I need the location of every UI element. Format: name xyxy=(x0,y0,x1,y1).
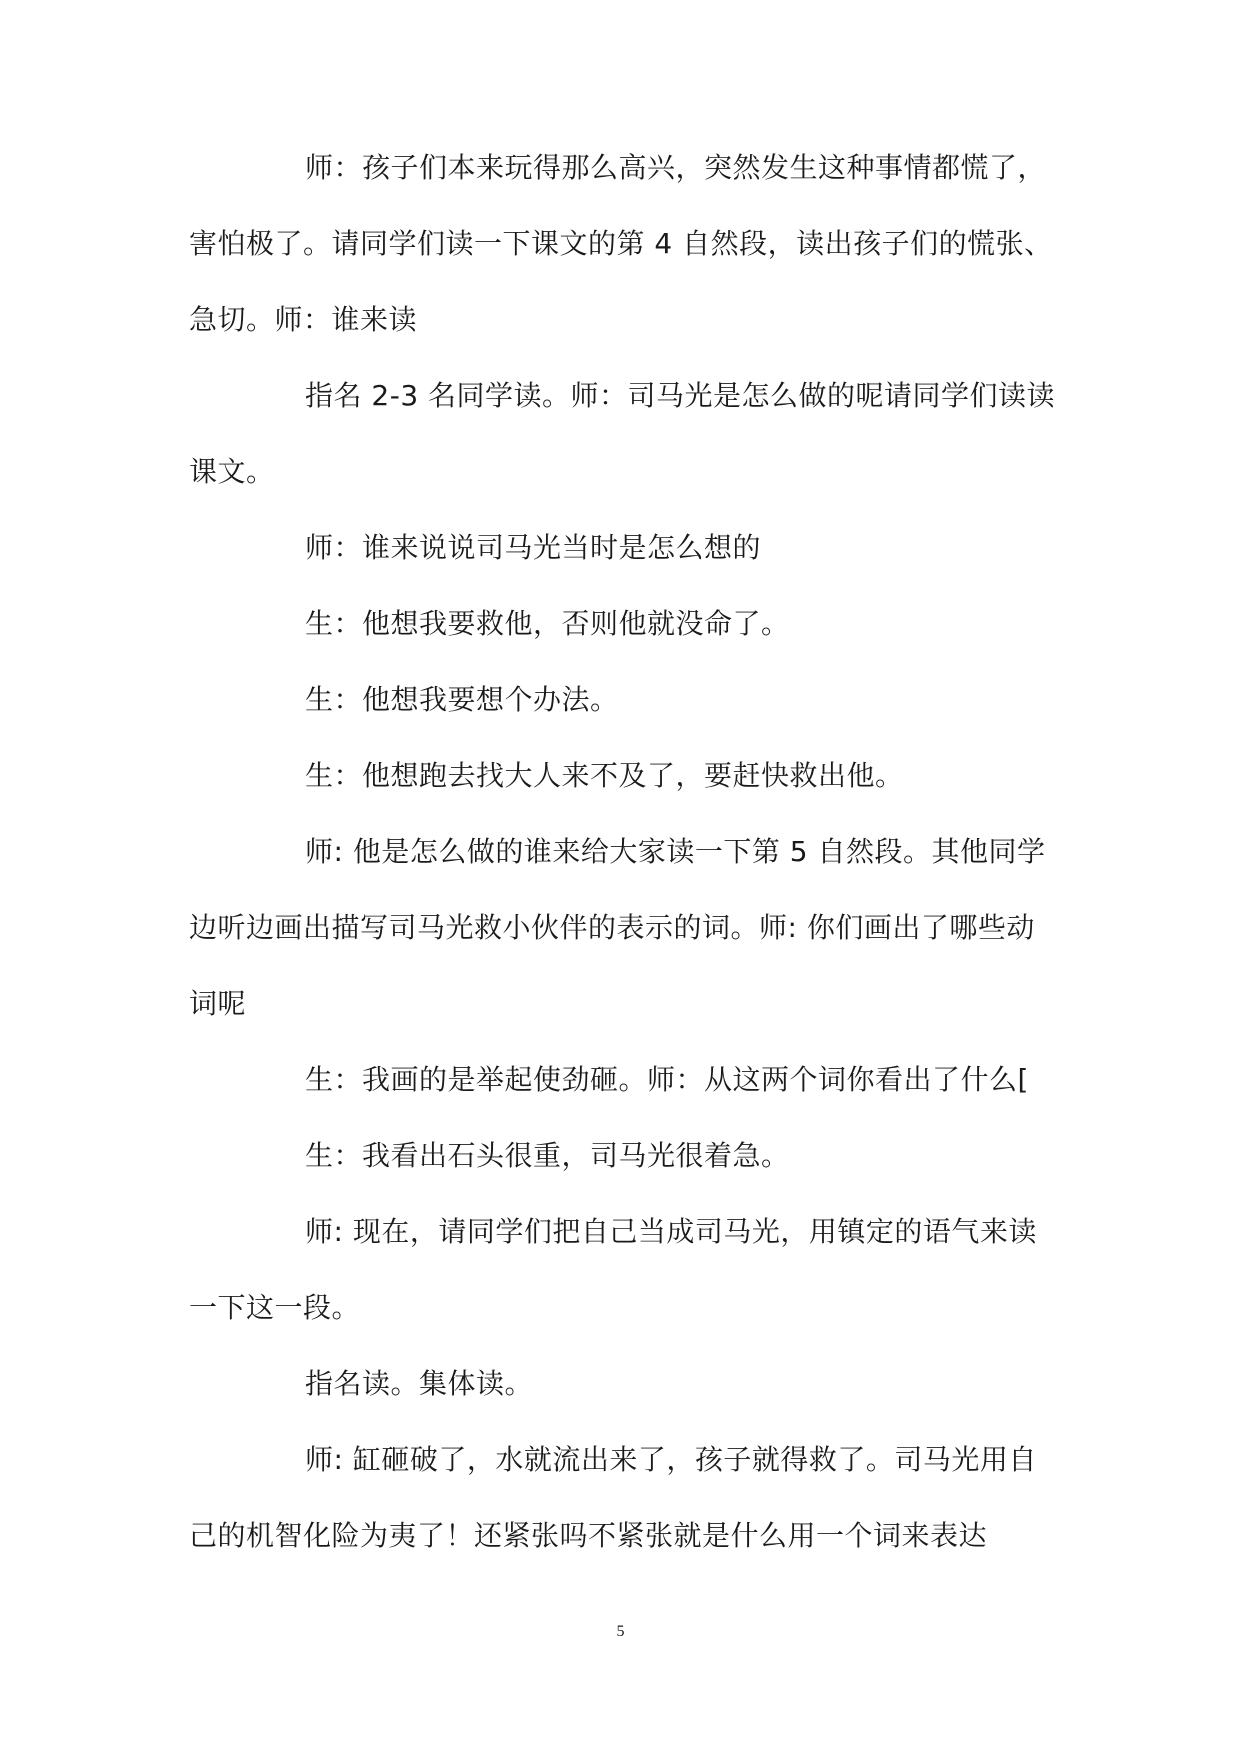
text-line: 师: 他是怎么做的谁来给大家读一下第 5 自然段。其他同学 xyxy=(305,835,1046,868)
text-line: 指名读。集体读。 xyxy=(305,1367,534,1400)
text-line: 生：我看出石头很重，司马光很着急。 xyxy=(305,1139,790,1172)
text-line: 生：他想跑去找大人来不及了，要赶快救出他。 xyxy=(305,759,904,792)
text-line: 边听边画出描写司马光救小伙伴的表示的词。师: 你们画出了哪些动 xyxy=(189,911,1035,944)
text-line: 师：谁来说说司马光当时是怎么想的 xyxy=(305,531,762,564)
text-line: 师：孩子们本来玩得那么高兴，突然发生这种事情都慌了， xyxy=(305,151,1047,184)
text-line: 指名 2-3 名同学读。师：司马光是怎么做的呢请同学们读读 xyxy=(305,379,1056,412)
text-line: 生：我画的是举起使劲砸。师：从这两个词你看出了什么[ xyxy=(305,1063,1029,1096)
text-line: 己的机智化险为夷了！还紧张吗不紧张就是什么用一个词来表达 xyxy=(189,1519,988,1552)
text-line: 课文。 xyxy=(189,455,275,488)
text-line: 师: 缸砸破了，水就流出来了，孩子就得救了。司马光用自 xyxy=(305,1443,1037,1476)
text-line: 害怕极了。请同学们读一下课文的第 4 自然段，读出孩子们的慌张、 xyxy=(189,227,1053,260)
text-line: 词呢 xyxy=(189,987,247,1020)
text-line: 急切。师：谁来读 xyxy=(189,303,418,336)
page-number: 5 xyxy=(616,1623,625,1640)
text-line: 师: 现在，请同学们把自己当成司马光，用镇定的语气来读 xyxy=(305,1215,1037,1248)
text-line: 生：他想我要想个办法。 xyxy=(305,683,619,716)
text-line: 生：他想我要救他，否则他就没命了。 xyxy=(305,607,790,640)
text-line: 一下这一段。 xyxy=(189,1291,361,1324)
